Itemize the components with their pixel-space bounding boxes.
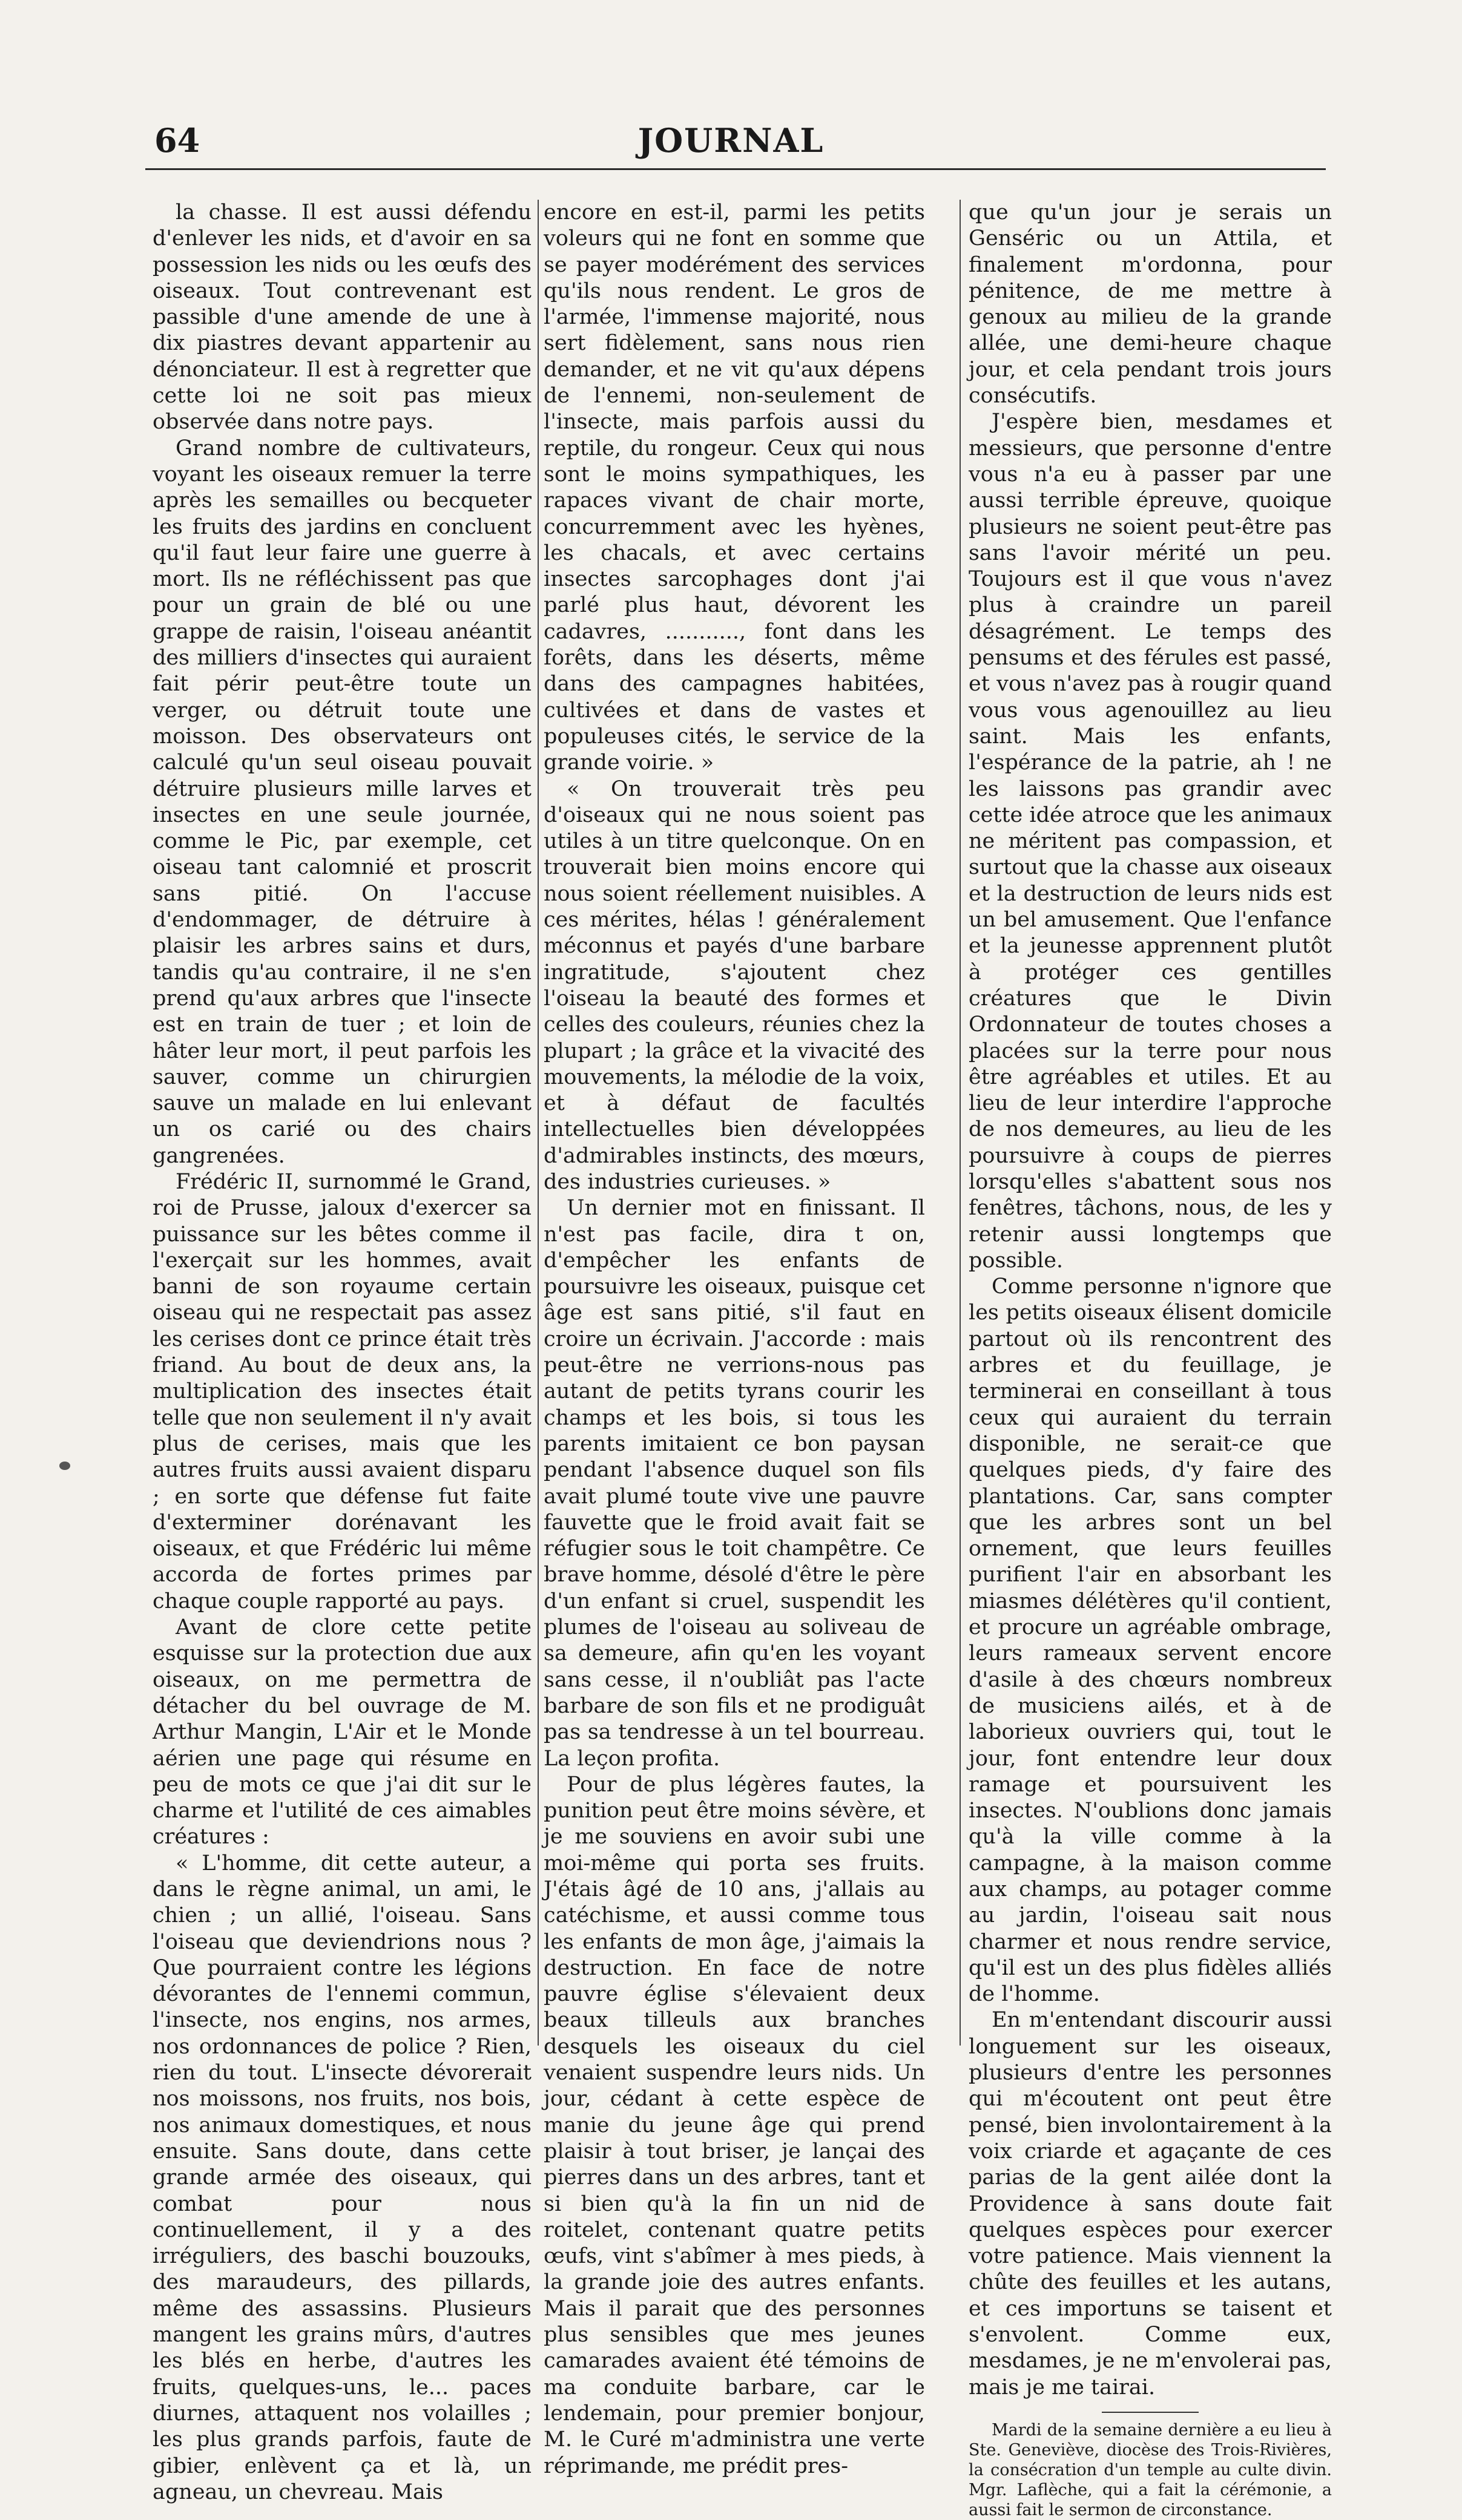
paragraph: Un dernier mot en finissant. Il n'est pas facile, dira t on, d'empêcher les enfants de poursuivre les oiseaux, puisque cet âge est sans pitié, s'il faut en croire un écrivain. J'accorde : mais peut-être ne verrions-nous pas autant de petits tyrans courir les champs et les bois, si tous les parents imitaient ce bon paysan pendant l'absence duquel son fils avait plumé toute vive une pauvre fauvette que le froid avait fait se réfugier sous le toit champêtre. Ce brave homme, désolé d'être le père d'un enfant si cruel, suspendit les plumes de l'oiseau au soliveau de sa demeure, afin qu'en les voyant sans cesse, il n'oubliât pas l'acte barbare de son fils et ne prodiguât pas sa tendresse à un tel bourreau. La leçon profita. xyxy=(544,1196,925,1771)
paragraph: que qu'un jour je serais un Genséric ou un Attila, et finalement m'ordonna, pour pénitence, de me mettre à genoux au milieu de la grande allée, une demi-heure chaque jour, et cela pendant trois jours consécutifs. xyxy=(969,200,1332,409)
paragraph: Frédéric II, surnommé le Grand, roi de Prusse, jaloux d'exercer sa puissance sur les bêtes comme il l'exerçait sur les hommes, avait banni de son royaume certain oiseau qui ne respectait pas assez les cerises dont ce prince était très friand. Au bout de deux ans, la multiplication des insectes était telle que non seulement il n'y avait plus de cerises, mais que les autres fruits aussi avaient disparu ; en sorte que défense fut faite d'exterminer dorénavant les oiseaux, et que Frédéric lui même accorda de fortes primes par chaque couple rapporté au pays. xyxy=(153,1169,532,1613)
text-column-2 xyxy=(544,200,925,2478)
text-column-3 xyxy=(969,200,1332,2519)
paragraph: la chasse. Il est aussi défendu d'enlever les nids, et d'avoir en sa possession les nids ou les œufs des oiseaux. Tout contrevenant est passible d'une amende de une à dix piastres devant appartenir au dénonciateur. Il est à regretter que cette loi ne soit pas mieux observée dans notre pays. xyxy=(153,200,532,435)
header-rule xyxy=(145,168,1326,170)
paragraph: Comme personne n'ignore que les petits oiseaux élisent domicile partout où ils rencontrent des arbres et du feuillage, je terminerai en conseillant à tous ceux qui auraient du terrain disponible, ne serait-ce que quelques pieds, d'y faire des plantations. Car, sans compter que les arbres sont un bel ornement, que leurs feuilles purifient l'air en absorbant les miasmes délétères qu'il contient, et procure un agréable ombrage, leurs rameaux servent encore d'asile à des chœurs nombreux de musiciens ailés, et à de laborieux ouvriers qui, tout le jour, font entendre leur doux ramage et poursuivent les insectes. N'oublions donc jamais qu'à la ville comme à la campagne, à la maison comme aux champs, au potager comme au jardin, l'oiseau sait nous charmer et nous rendre service, qu'il est un des plus fidèles alliés de l'homme. xyxy=(969,1275,1332,2007)
paragraph: Pour de plus légères fautes, la punition peut être moins sévère, et je me souviens en avoir subi une moi-même qui porta ses fruits. J'étais âgé de 10 ans, j'allais au catéchisme, et aussi comme tous les enfants de mon âge, j'aimais la destruction. En face de notre pauvre église s'élevaient deux beaux tilleuls aux branches desquels les oiseaux du ciel venaient suspendre leurs nids. Un jour, cédant à cette espèce de manie du jeune âge qui prend plaisir à tout briser, je lançai des pierres dans un des arbres, tant et si bien qu'à la fin un nid de roitelet, contenant quatre petits œufs, vint s'abîmer à mes pieds, à la grande joie des autres enfants. Mais il parait que des personnes plus sensibles que mes jeunes camarades avaient été témoins de ma conduite barbare, car le lendemain, pour premier bonjour, M. le Curé m'administra une verte réprimande, me prédit pres- xyxy=(544,1772,925,2478)
column-rule xyxy=(538,200,539,2046)
paragraph: « On trouverait très peu d'oiseaux qui ne nous soient pas utiles à un titre quelconque. On en trouverait bien moins encore qui nous soient réellement nuisibles. A ces mérites, hélas ! généralement méconnus et payés d'une barbare ingratitude, s'ajoutent chez l'oiseau la beauté des formes et celles des couleurs, réunies chez la plupart ; la grâce et la vivacité des mouvements, la mélodie de la voix, et à défaut de facultés intellectuelles bien développées d'admirables instincts, des mœurs, des industries curieuses. » xyxy=(544,776,925,1194)
text-column-1 xyxy=(153,200,532,2504)
footnote-rule xyxy=(1102,2412,1199,2413)
column-rule xyxy=(960,200,961,2046)
paragraph: encore en est-il, parmi les petits voleurs qui ne font en somme que se payer modérément des services qu'ils nous rendent. Le gros de l'armée, l'immense majorité, nous sert fidèlement, sans nous rien demander, et ne vit qu'aux dépens de l'ennemi, non-seulement de l'insecte, mais parfois aussi du reptile, du rongeur. Ceux qui nous sont le moins sympathiques, les rapaces vivant de chair morte, concurremment avec les hyènes, les chacals, et avec certains insectes sarcophages dont j'ai parlé plus haut, dévorent les cadavres, ..........., font dans les forêts, dans les déserts, même dans des campagnes habitées, cultivées et dans de vastes et populeuses cités, le service de la grande voirie. » xyxy=(544,200,925,775)
page-number: 64 xyxy=(154,121,200,160)
running-head: JOURNAL xyxy=(637,121,825,160)
paragraph: Avant de clore cette petite esquisse sur la protection due aux oiseaux, on me permettra de détacher du bel ouvrage de M. Arthur Mangin, L'Air et le Monde aérien une page qui résume en peu de mots ce que j'ai dit sur le charme et l'utilité de ces aimables créatures : xyxy=(153,1615,532,1849)
paragraph: Grand nombre de cultivateurs, voyant les oiseaux remuer la terre après les semailles ou becqueter les fruits des jardins en concluent qu'il faut leur faire une guerre à mort. Ils ne réfléchissent pas que pour un grain de blé ou une grappe de raisin, l'oiseau anéantit des milliers d'insectes qui auraient fait périr peut-être toute un verger, ou détruit toute une moisson. Des observateurs ont calculé qu'un seul oiseau pouvait détruire plusieurs mille larves et insectes en une seule journée, comme le Pic, par exemple, cet oiseau tant calomnié et proscrit sans pitié. On l'accuse d'endommager, de détruire à plaisir les arbres sains et durs, tandis qu'au contraire, il ne s'en prend qu'aux arbres que l'insecte est en train de tuer ; et loin de hâter leur mort, il peut parfois les sauver, comme un chirurgien sauve un malade en lui enlevant un os carié ou des chairs gangrenées. xyxy=(153,436,532,1168)
ink-blot xyxy=(59,1462,70,1470)
paragraph: J'espère bien, mesdames et messieurs, que personne d'entre vous n'a eu à passer par une aussi terrible épreuve, quoique plusieurs ne soient peut-être pas sans l'avoir mérité un peu. Toujours est il que vous n'avez plus à craindre un pareil désagrément. Le temps des pensums et des férules est passé, et vous n'avez pas à rougir quand vous vous agenouillez au lieu saint. Mais les enfants, l'espérance de la patrie, ah ! ne les laissons pas grandir avec cette idée atroce que les animaux ne méritent pas compassion, et surtout que la chasse aux oiseaux et la destruction de leurs nids est un bel amusement. Que l'enfance et la jeunesse apprennent plutôt à protéger ces gentilles créatures que le Divin Ordonnateur de toutes choses a placées sur la terre pour nous être agréables et utiles. Et au lieu de leur interdire l'approche de nos demeures, au lieu de les poursuivre à coups de pierres lorsqu'elles s'abattent sous nos fenêtres, tâchons, nous, de les y retenir aussi longtemps que possible. xyxy=(969,410,1332,1273)
paragraph: « L'homme, dit cette auteur, a dans le règne animal, un ami, le chien ; un allié, l'oiseau. Sans l'oiseau que deviendrions nous ? Que pourraient contre les légions dévorantes de l'ennemi commun, l'insecte, nos engins, nos armes, nos ordonnances de police ? Rien, rien du tout. L'insecte dévorerait nos moissons, nos fruits, nos bois, nos animaux domestiques, et nous ensuite. Sans doute, dans cette grande armée des oiseaux, qui combat pour nous continuellement, il y a des irréguliers, des baschi bouzouks, des maraudeurs, des pillards, même des assassins. Plusieurs mangent les grains mûrs, d'autres les blés en herbe, d'autres les fruits, quelques-uns, le... paces diurnes, attaquent nos volailles ; les plus grands parfois, faute de gibier, enlèvent ça et là, un agneau, un chevreau. Mais xyxy=(153,1851,532,2504)
footnote: Mardi de la semaine dernière a eu lieu à Ste. Geneviève, diocèse des Trois-Rivières, la consécration d'un temple au culte divin. Mgr. Laflèche, qui a fait la cérémonie, a aussi fait le sermon de circonstance. xyxy=(969,2420,1332,2519)
paragraph: En m'entendant discourir aussi longuement sur les oiseaux, plusieurs d'entre les personnes qui m'écoutent ont peut être pensé, bien involontairement à la voix criarde et agaçante de ces parias de la gent ailée dont la Providence à sans doute fait quelques espèces pour exercer votre patience. Mais viennent la chûte des feuilles et les autans, et ces importuns se taisent et s'envolent. Comme eux, mesdames, je ne m'envolerai pas, mais je me tairai. xyxy=(969,2008,1332,2400)
